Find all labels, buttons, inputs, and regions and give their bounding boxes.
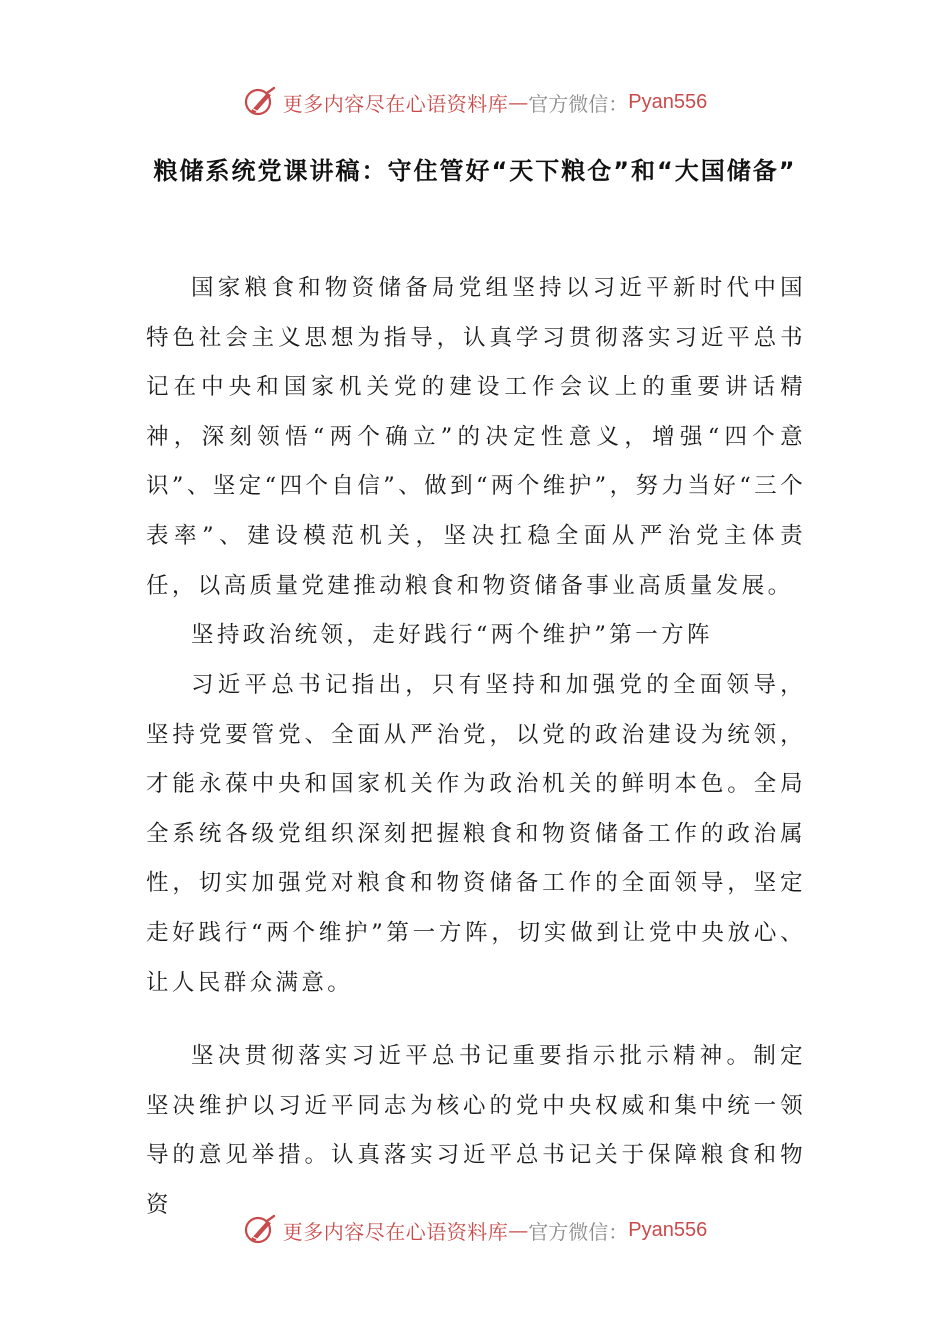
paragraph-intro: 国家粮食和物资储备局党组坚持以习近平新时代中国特色社会主义思想为指导，认真学习贯彻落实习近平总书记在中央和国家机关党的建设工作会议上的重要讲话精神，深刻领悟“两个确立”的决定性意义，增强“四个意识”、坚定“四个自信”、做到“两个维护”，努力当好“三个表率”、建设模范机关，坚决扛稳全面从严治党主体责任，以高质量党建推动粮食和物资储备事业高质量发展。 <box>146 275 806 599</box>
pen-nib-circle-icon <box>243 1213 277 1247</box>
banner-slogan: 更多内容尽在心语资料库 <box>282 1219 509 1244</box>
paragraph-leadership: 习近平总书记指出，只有坚持和加强党的全面领导，坚持党要管党、全面从严治党，以党的政治建设为统领，才能永葆中央和国家机关作为政治机关的鲜明本色。全局全系统各级党组织深刻把握粮食和物资储备工作的政治属性，切实加强党对粮食和物资储备工作的全面领导，坚定走好践行“两个维护”第一方阵，切实做到让党中央放心、让人民群众满意。 <box>146 672 806 996</box>
footer-banner <box>0 1210 950 1250</box>
banner-separator: — <box>508 1218 529 1242</box>
paragraph-implementation: 坚决贯彻落实习近平总书记重要指示批示精神。制定坚决维护以习近平同志为核心的党中央权威和集中统一领导的意见举措。认真落实习近平总书记关于保障粮食和物资 <box>146 1043 806 1218</box>
pen-nib-circle-icon <box>243 85 277 119</box>
header-banner <box>0 82 950 122</box>
banner-slogan: 更多内容尽在心语资料库 <box>282 91 509 116</box>
paragraph-section-heading: 坚持政治统领，走好践行“两个维护”第一方阵 <box>191 622 713 648</box>
document-title: 粮储系统党课讲稿：守住管好“天下粮仓”和“大国储备” <box>153 157 797 185</box>
banner-wechat-label: 官方微信： <box>528 91 629 116</box>
banner-wechat-label: 官方微信： <box>528 1219 629 1244</box>
banner-wechat-handle: Pyan556 <box>628 90 708 113</box>
banner-separator: — <box>508 90 529 114</box>
banner-wechat-handle: Pyan556 <box>628 1218 708 1241</box>
